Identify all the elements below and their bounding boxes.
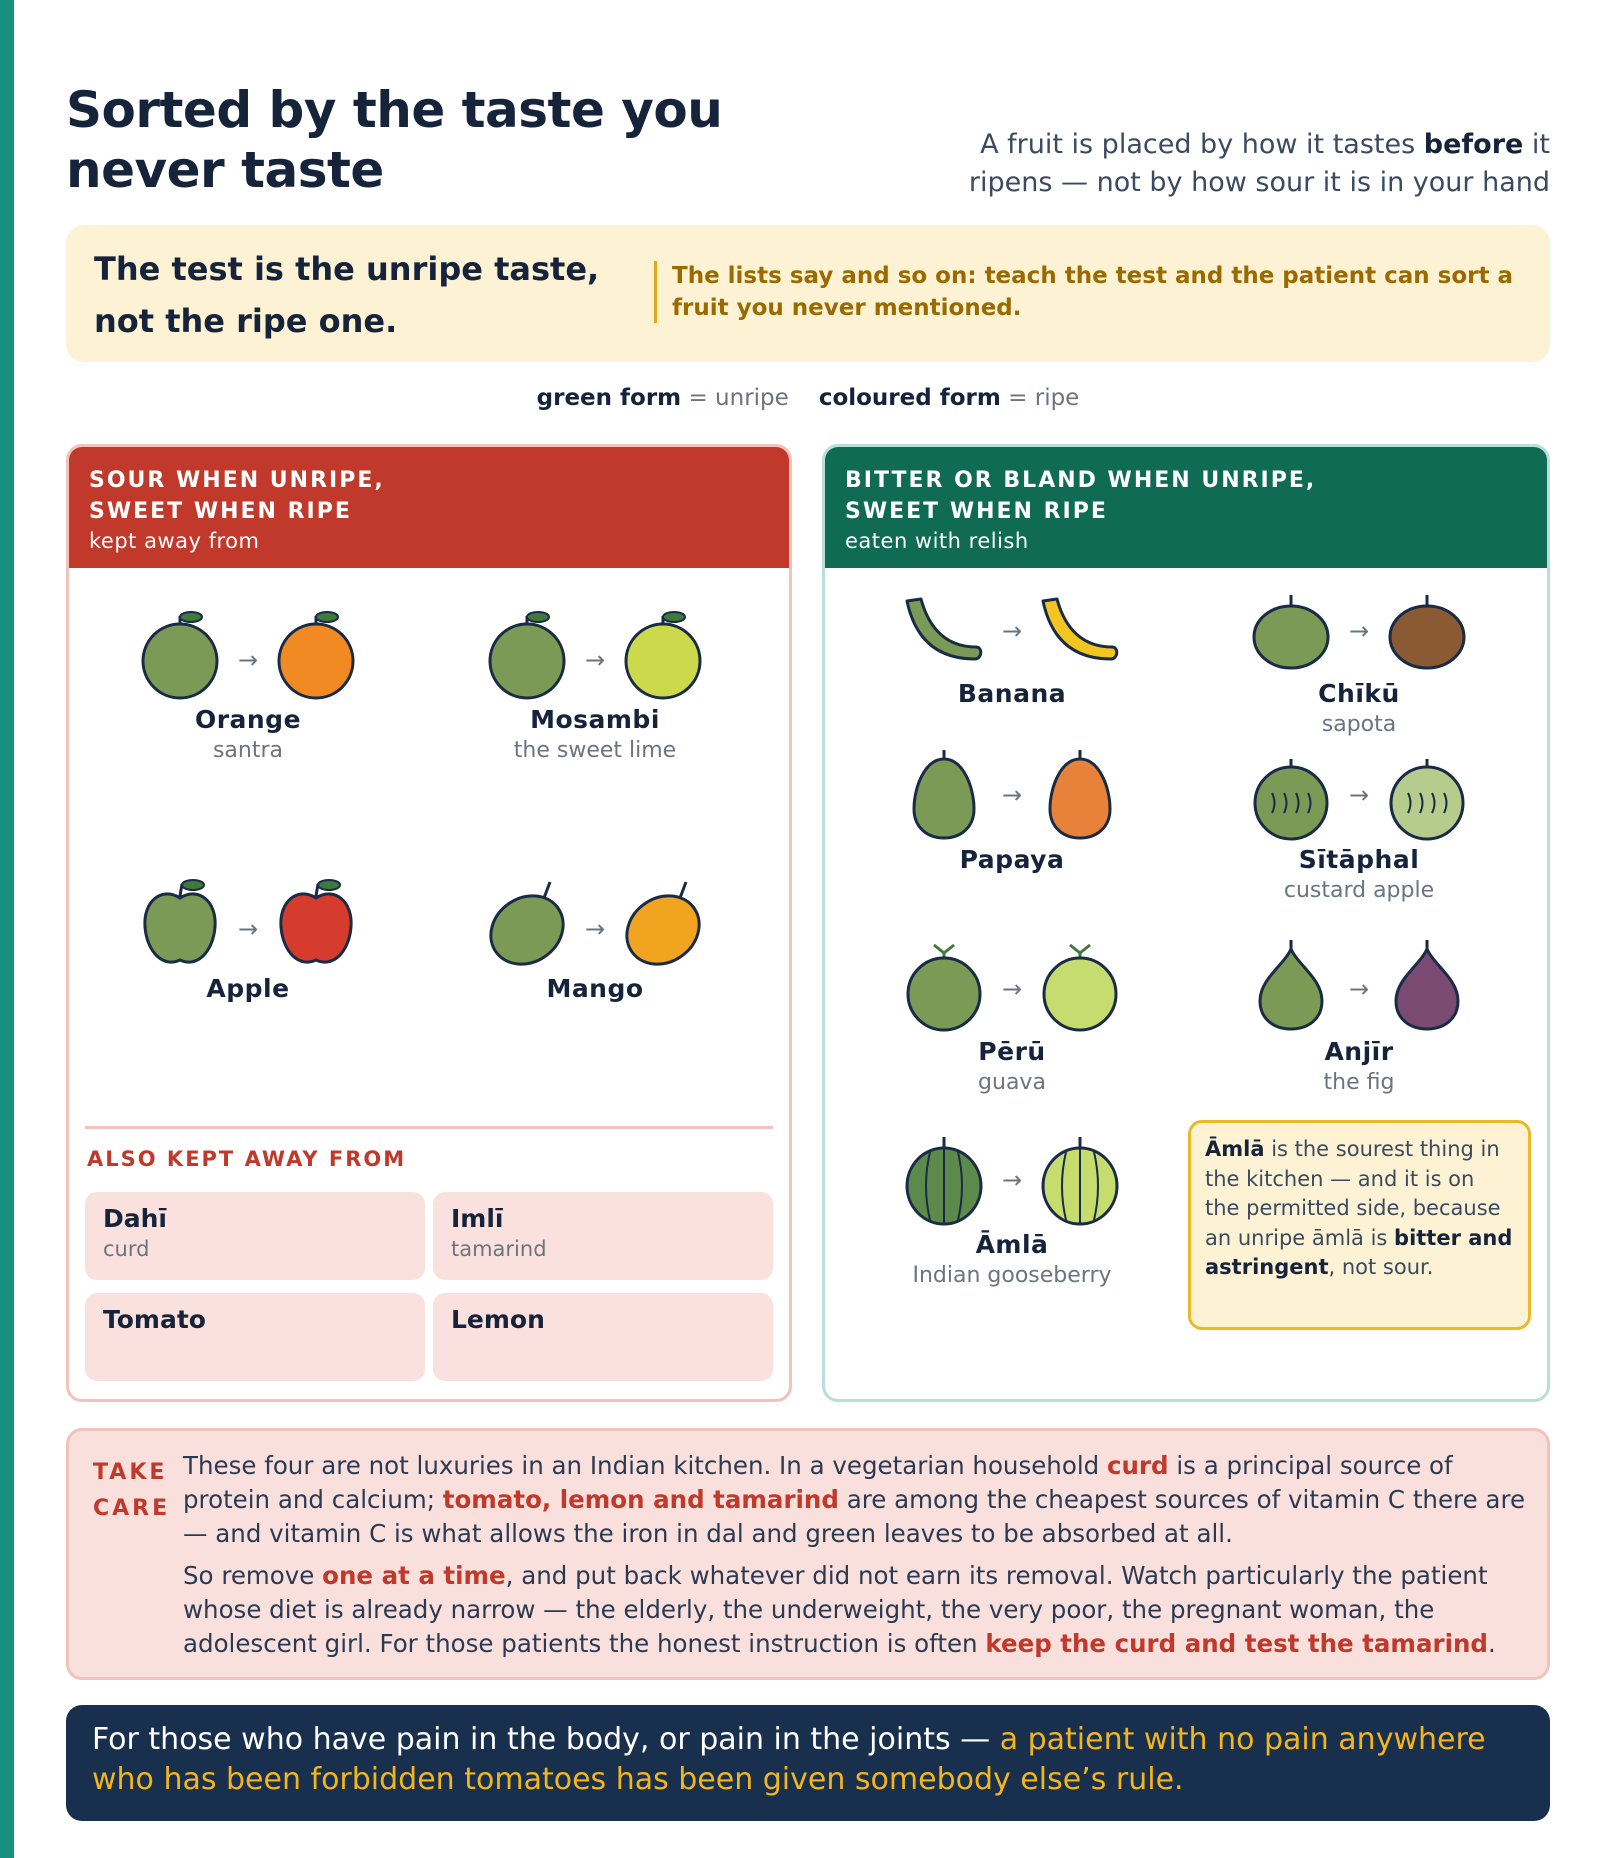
- callout-divider: [654, 261, 657, 323]
- fruit-name: Apple: [206, 974, 290, 1003]
- header: [66, 80, 1550, 210]
- chip-name: Lemon: [451, 1305, 545, 1334]
- fruit-subname: the fig: [1323, 1070, 1395, 1095]
- accent-bar: [0, 0, 14, 1858]
- mosambi-icon: [480, 603, 710, 703]
- arrow-icon: →: [584, 915, 606, 943]
- chip-name: Tomato: [103, 1305, 206, 1334]
- legend: [66, 385, 1550, 411]
- arrow-icon: →: [1348, 617, 1370, 645]
- fig-icon: [1244, 939, 1474, 1035]
- also-chip-dahi: [85, 1192, 425, 1280]
- bitter-panel-title-2: SWEET WHEN RIPE: [845, 499, 1108, 524]
- papaya-icon: [897, 747, 1127, 843]
- fruit-name: Āmlā: [975, 1230, 1049, 1259]
- bitter-panel-header: [825, 447, 1547, 568]
- care-text: .: [1487, 1629, 1496, 1658]
- care-text: These four are not luxuries in an Indian kitchen. In a vegetarian household: [183, 1451, 1107, 1480]
- legend-green-def: = unripe: [681, 385, 789, 411]
- page-title: Sorted by the taste you never taste: [66, 81, 723, 199]
- amla-note-text: is the sourest thing in the kitchen — and it is on the permitted side, because an unripe āmlā is: [1205, 1137, 1501, 1250]
- callout-main-text: The test is the unripe taste, not the ripe one.: [94, 250, 600, 340]
- arrow-icon: →: [1348, 781, 1370, 809]
- arrow-icon: →: [1001, 781, 1023, 809]
- fruit-name: Anjīr: [1324, 1037, 1394, 1066]
- care-text: are among the cheapest sources of vitamin C there are — and vitamin C is what allows the iron in dal and green leaves to be absorbed at all.: [183, 1485, 1526, 1548]
- fruit-mosambi: [445, 603, 745, 765]
- legend-green-term: green form: [536, 385, 682, 411]
- fruit-peru: [862, 939, 1162, 1097]
- fruit-name: Banana: [957, 679, 1067, 708]
- fruit-subname: santra: [212, 738, 284, 763]
- amla-note-emphasis: bitter and astringent: [1205, 1225, 1513, 1279]
- fruit-name: Chīkū: [1318, 679, 1400, 708]
- take-care-box: [66, 1428, 1550, 1680]
- fruit-name: Papaya: [959, 845, 1065, 874]
- chip-subname: curd: [103, 1237, 150, 1261]
- take-care-paragraph: [183, 1449, 1533, 1551]
- sour-panel-header: [69, 447, 789, 568]
- fruit-name: Mosambi: [530, 705, 660, 734]
- fruit-subname: the sweet lime: [513, 738, 677, 763]
- also-title: ALSO KEPT AWAY FROM: [87, 1147, 407, 1171]
- footer-banner: [66, 1705, 1550, 1821]
- amla-note-text: , not sour.: [1328, 1255, 1434, 1279]
- apple-icon: [133, 872, 363, 972]
- fruit-amla: [862, 1132, 1162, 1290]
- guava-icon: [897, 939, 1127, 1035]
- page-subtitle: [930, 126, 1550, 202]
- fruit-papaya: [862, 747, 1162, 877]
- care-highlight: tomato, lemon and tamarind: [442, 1485, 839, 1514]
- fruit-name: Pērū: [978, 1037, 1046, 1066]
- banana-icon: [897, 589, 1127, 677]
- also-divider: [85, 1126, 773, 1129]
- sour-panel-title-1: SOUR WHEN UNRIPE,: [89, 468, 385, 493]
- footer-highlight: a patient with no pain anywhere who has been forbidden tomatoes has been given somebody else’s rule.: [92, 1722, 1486, 1797]
- care-text: , and put back whatever did not earn its removal. Watch particularly the patient whose diet is already narrow — the elderly, the underweight, the very poor, the pregnant woman, the adolescent girl. For those patients the honest instruction is often: [183, 1561, 1488, 1658]
- subtitle-text: A fruit is placed by how it tastes: [980, 129, 1424, 160]
- fruit-name: Orange: [194, 705, 302, 734]
- sour-panel: [66, 444, 792, 1402]
- arrow-icon: →: [237, 646, 259, 674]
- take-care-text: [183, 1449, 1533, 1661]
- chip-name: Dahī: [103, 1204, 167, 1233]
- orange-icon: [133, 603, 363, 703]
- fruit-name: Mango: [546, 974, 644, 1003]
- sour-panel-title-2: SWEET WHEN RIPE: [89, 499, 352, 524]
- care-highlight: one at a time: [322, 1561, 506, 1590]
- fruit-orange: [98, 603, 398, 765]
- fruit-anjir: [1209, 939, 1509, 1097]
- care-highlight: keep the curd and test the tamarind: [985, 1629, 1488, 1658]
- take-care-paragraph: [183, 1559, 1533, 1661]
- also-chip-imli: [433, 1192, 773, 1280]
- bitter-panel-tag: eaten with relish: [845, 529, 1029, 553]
- chip-subname: tamarind: [451, 1237, 547, 1261]
- bitter-panel: [822, 444, 1550, 1402]
- fruit-apple: [98, 872, 398, 1006]
- also-chip-lemon: [433, 1293, 773, 1381]
- arrow-icon: →: [237, 915, 259, 943]
- callout-side-text: The lists say and so on: teach the test and the patient can sort a fruit you never mentioned.: [672, 263, 1514, 321]
- arrow-icon: →: [584, 646, 606, 674]
- fruit-subname: sapota: [1321, 712, 1397, 737]
- take-care-label: TAKE CARE: [93, 1460, 171, 1521]
- chiku-icon: [1244, 589, 1474, 677]
- fruit-subname: custard apple: [1283, 878, 1435, 903]
- fruit-name: Sītāphal: [1298, 845, 1420, 874]
- arrow-icon: →: [1348, 975, 1370, 1003]
- arrow-icon: →: [1001, 617, 1023, 645]
- legend-colour-term: coloured form: [818, 385, 1001, 411]
- fruit-subname: Indian gooseberry: [912, 1263, 1112, 1288]
- mango-icon: [480, 872, 710, 972]
- fruit-banana: [862, 589, 1162, 711]
- fruit-chiku: [1209, 589, 1509, 739]
- care-text: So remove: [183, 1561, 323, 1590]
- bitter-panel-title-1: BITTER OR BLAND WHEN UNRIPE,: [845, 468, 1317, 493]
- care-highlight: curd: [1106, 1451, 1169, 1480]
- subtitle-emphasis: before: [1423, 129, 1524, 160]
- amla-note: [1188, 1120, 1531, 1330]
- subtitle-text: it ripens — not by how sour it is in your hand: [968, 129, 1550, 198]
- chip-name: Imlī: [451, 1204, 504, 1233]
- sour-panel-tag: kept away from: [89, 529, 260, 553]
- arrow-icon: →: [1001, 1166, 1023, 1194]
- custard-apple-icon: [1244, 747, 1474, 843]
- fruit-subname: guava: [978, 1070, 1046, 1095]
- arrow-icon: →: [1001, 975, 1023, 1003]
- fruit-mango: [445, 872, 745, 1006]
- amla-icon: [897, 1132, 1127, 1228]
- key-callout: [66, 225, 1550, 362]
- amla-note-term: Āmlā: [1205, 1137, 1265, 1161]
- legend-colour-def: = ripe: [1000, 385, 1080, 411]
- footer-text: For those who have pain in the body, or pain in the joints —: [92, 1722, 1000, 1757]
- fruit-sitaphal: [1209, 747, 1509, 905]
- care-text: is a principal source of protein and calcium;: [183, 1451, 1453, 1514]
- also-chip-tomato: [85, 1293, 425, 1381]
